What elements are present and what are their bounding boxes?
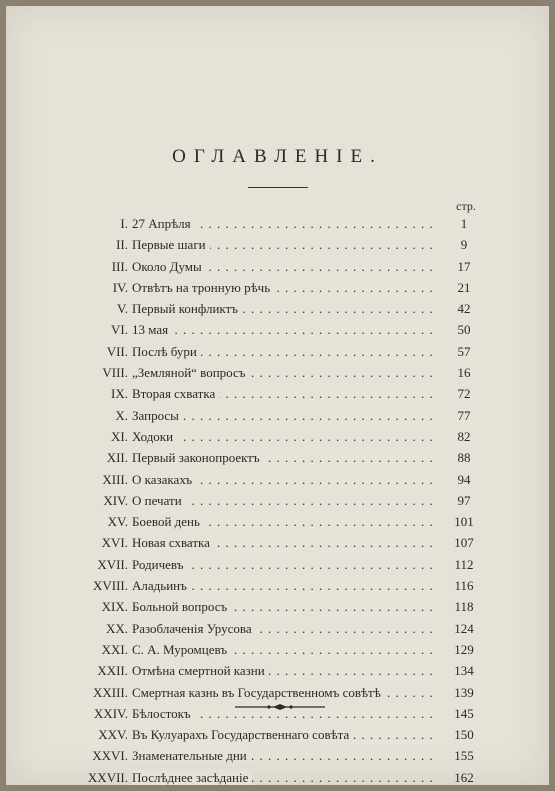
chapter-title-text: Около Думы [132,259,206,274]
chapter-number: XXIV. [93,705,128,721]
chapter-title [132,660,436,681]
toc-entry [6,639,549,660]
chapter-page-number: 77 [457,407,471,423]
chapter-number: XXVII. [87,769,128,785]
toc-entry [6,596,549,617]
chapter-title-text: Новая схватка [132,535,214,550]
chapter-number: XIX. [101,599,128,615]
chapter-page-number: 101 [454,514,474,530]
toc-entry [6,469,549,490]
chapter-number: II. [116,237,128,253]
chapter-number: XI. [111,428,128,444]
chapter-title [132,341,436,362]
chapter-page-number: 116 [454,578,474,594]
chapter-title [132,426,436,447]
chapter-title-text: Запросы [132,408,183,423]
chapter-number: XXVI. [92,748,128,764]
ornament-divider [235,704,325,710]
chapter-number: XVI. [101,535,128,551]
chapter-page-number: 72 [457,386,471,402]
toc-entry [6,745,549,766]
toc-entry [6,767,549,788]
chapter-title [132,469,436,490]
chapter-page-number: 17 [457,258,471,274]
chapter-title-text: 27 Апрѣля [132,216,195,231]
chapter-title-text: Отвѣтъ на тронную рѣчь [132,280,274,295]
chapter-number: VII. [106,343,128,359]
chapter-title-text: Послѣднее засѣданіе [132,770,252,785]
chapter-title [132,213,436,234]
chapter-title [132,745,436,766]
toc-entry [6,532,549,553]
chapter-title [132,362,436,383]
toc-entry [6,447,549,468]
chapter-page-number: 16 [457,365,471,381]
chapter-page-number: 9 [460,237,468,253]
page-title: ОГЛАВЛЕНІЕ. [172,146,383,167]
chapter-page-number: 155 [454,748,474,764]
chapter-page-number: 50 [457,322,471,338]
toc-entry [6,426,549,447]
chapter-number: IX. [111,386,128,402]
chapter-page-number: 129 [454,641,474,657]
toc-entry [6,319,549,340]
chapter-title-text: Отмѣна смертной казни [132,663,269,678]
toc-entry [6,511,549,532]
toc-entry [6,234,549,255]
chapter-number: IV. [112,279,128,295]
chapter-title [132,724,436,745]
chapter-title [132,682,436,703]
chapter-number: XII. [106,450,128,466]
chapter-title-text: Первый законопроектъ [132,450,264,465]
chapter-page-number: 118 [454,599,474,615]
chapter-page-number: 1 [460,216,468,231]
toc-entry [6,213,549,234]
chapter-number: XVII. [97,556,128,572]
toc-entry [6,405,549,426]
chapter-title-text: Знаменательные дни [132,748,251,763]
chapter-number: XVIII. [92,578,128,594]
toc-entry [6,341,549,362]
chapter-title-text: О печати [132,493,186,508]
chapter-title-text: Родичевъ [132,557,187,572]
chapter-number: I. [120,216,128,231]
chapter-page-number: 145 [454,705,474,721]
chapter-title [132,618,436,639]
toc-entry [6,256,549,277]
chapter-number: XIV. [103,492,128,508]
chapter-number: VIII. [102,365,128,381]
toc-entry [6,277,549,298]
chapter-number: XXI. [101,641,128,657]
chapter-title-text: Первый конфликтъ [132,301,242,316]
chapter-title [132,532,436,553]
chapter-number: X. [115,407,128,423]
chapter-number: XX. [105,620,128,636]
chapter-number: XXIII. [92,684,128,700]
toc-entry [6,682,549,703]
chapter-title [132,298,436,319]
chapter-page-number: 139 [454,684,474,700]
title-rule [248,187,308,188]
chapter-number: XIII. [102,471,128,487]
toc-entry [6,490,549,511]
chapter-number: XXV. [98,727,128,743]
table-of-contents [6,213,549,788]
chapter-page-number: 57 [457,343,471,359]
chapter-title-text: Разоблаченія Урусова [132,621,256,636]
chapter-title-text: Больной вопросъ [132,599,231,614]
chapter-page-number: 124 [454,620,474,636]
chapter-title-text: Въ Кулуарахъ Государственнаго совѣта [132,727,353,742]
chapter-page-number: 134 [454,663,474,679]
chapter-page-number: 94 [457,471,471,487]
chapter-page-number: 21 [457,279,471,295]
chapter-title-text: С. А. Муромцевъ [132,642,231,657]
chapter-title-text: Аладьинъ [132,578,191,593]
book-page [6,6,549,785]
chapter-number: III. [111,258,128,274]
chapter-title-text: Смертная казнь въ Государственномъ совѣтѣ [132,685,385,700]
chapter-title [132,639,436,660]
toc-entry [6,298,549,319]
chapter-title [132,277,436,298]
chapter-page-number: 97 [457,492,471,508]
chapter-page-number: 150 [454,727,474,743]
chapter-title [132,256,436,277]
chapter-page-number: 112 [454,556,474,572]
chapter-title-text: „Земляной“ вопросъ [132,365,250,380]
chapter-title [132,447,436,468]
chapter-number: V. [117,301,128,317]
chapter-title-text: Послѣ бури [132,344,201,359]
chapter-number: XXII. [97,663,128,679]
toc-entry [6,554,549,575]
chapter-title [132,405,436,426]
toc-entry [6,660,549,681]
toc-entry [6,724,549,745]
chapter-title [132,490,436,511]
chapter-title [132,383,436,404]
chapter-title-text: Вторая схватка [132,386,219,401]
chapter-title-text: Боевой день [132,514,204,529]
chapter-number: VI. [111,322,128,338]
chapter-title-text: Бѣлостокъ [132,706,195,721]
toc-entry [6,575,549,596]
toc-entry [6,618,549,639]
chapter-title [132,319,436,340]
chapter-title [132,767,436,788]
page-column-header: стр. [456,199,476,213]
chapter-title [132,575,436,596]
chapter-title [132,596,436,617]
chapter-title [132,511,436,532]
chapter-title [132,554,436,575]
chapter-page-number: 42 [457,301,471,317]
chapter-number: XV. [107,514,128,530]
chapter-title-text: Ходоки [132,429,177,444]
chapter-page-number: 162 [454,769,474,785]
chapter-title-text: 13 мая [132,322,172,337]
chapter-title-text: О казакахъ [132,472,196,487]
chapter-page-number: 88 [457,450,471,466]
toc-entry [6,383,549,404]
chapter-page-number: 107 [454,535,474,551]
chapter-page-number: 82 [457,428,471,444]
toc-entry [6,362,549,383]
chapter-title-text: Первые шаги [132,237,210,252]
chapter-title [132,234,436,255]
